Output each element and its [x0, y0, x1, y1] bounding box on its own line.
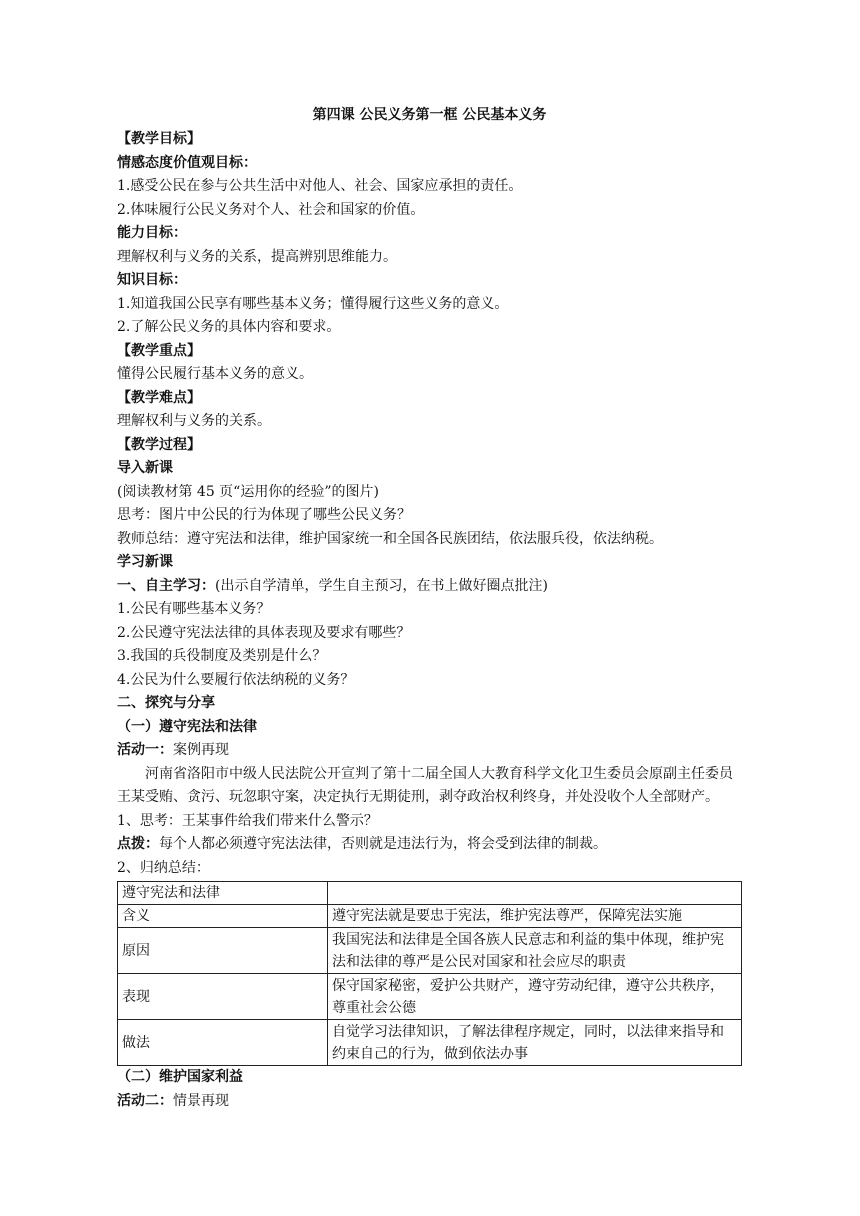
text-line	[117, 739, 742, 763]
table-cell: 自觉学习法律知识，了解法律程序规定，同时，以法律来指导和约束自己的行为，做到依法办事	[328, 1020, 742, 1066]
line-text: (阅读教材第 45 页“运用你的经验”的图片)	[117, 483, 379, 500]
bold-label: 导入新课	[117, 460, 173, 476]
text-line	[117, 692, 742, 716]
line-text: 案例再现	[173, 742, 229, 758]
body-lines	[117, 128, 742, 763]
line-text: 2.体味履行公民义务对个人、社会和国家的价值。	[117, 201, 425, 218]
text-line	[117, 457, 742, 481]
table-cell: 我国宪法和法律是全国各族人民意志和利益的集中体现，维护宪法和法律的尊严是公民对国家和社会应尽的职责	[328, 928, 742, 974]
tail-lines	[117, 1066, 742, 1113]
line-text: 3.我国的兵役制度及类别是什么？	[117, 648, 327, 664]
text-line	[117, 340, 742, 364]
text-line	[117, 316, 742, 340]
table-row	[118, 1020, 742, 1066]
text-line	[117, 246, 742, 270]
text-line	[117, 1090, 742, 1114]
table-cell: 含义	[118, 905, 328, 928]
line-text: 1.公民有哪些基本义务？	[117, 601, 271, 617]
text-line	[117, 504, 742, 528]
after-lines	[117, 810, 742, 881]
text-line	[117, 810, 742, 834]
bold-label: （二）维护国家利益	[117, 1069, 243, 1085]
bold-label: 情感态度价值观目标：	[117, 154, 257, 171]
bold-label: 知识目标：	[117, 272, 187, 288]
text-line	[117, 222, 742, 246]
text-line	[117, 598, 742, 622]
text-line	[117, 175, 742, 199]
bold-label: 【教学难点】	[117, 389, 201, 406]
bold-label: 【教学过程】	[117, 436, 201, 453]
text-line	[117, 575, 742, 599]
text-line	[117, 128, 742, 152]
text-line	[117, 481, 742, 505]
table-cell: 保守国家秘密，爱护公共财产，遵守劳动纪律，遵守公共秩序，尊重社会公德	[328, 974, 742, 1020]
table-row	[118, 928, 742, 974]
text-line	[117, 269, 742, 293]
table-cell	[328, 882, 742, 905]
table-cell: 表现	[118, 974, 328, 1020]
line-text: 懂得公民履行基本义务的意义。	[117, 366, 313, 382]
table-row	[118, 905, 742, 928]
text-line	[117, 410, 742, 434]
text-line	[117, 716, 742, 740]
bold-label: 点拨：	[117, 836, 159, 852]
bold-label: 【教学重点】	[117, 342, 201, 359]
text-line	[117, 528, 742, 552]
text-line	[117, 622, 742, 646]
bold-label: 活动一：	[117, 742, 173, 758]
text-line	[117, 857, 742, 881]
summary-table	[117, 881, 742, 1066]
line-text: 2.了解公民义务的具体内容和要求。	[117, 319, 341, 335]
table-cell: 做法	[118, 1020, 328, 1066]
line-text: 情景再现	[173, 1092, 229, 1109]
text-line	[117, 1066, 742, 1090]
table-header-row	[118, 882, 742, 905]
case-paragraph: 河南省洛阳市中级人民法院公开宣判了第十二届全国人大教育科学文化卫生委员会原副主任委员王某受贿、贪污、玩忽职守案，决定执行无期徒刑，剥夺政治权利终身，并处没收个人全部财产。	[117, 765, 733, 805]
page-title: 第四课 公民义务第一框 公民基本义务	[312, 107, 547, 123]
text-line	[117, 199, 742, 223]
text-line	[117, 293, 742, 317]
bold-label: 二、探究与分享	[117, 695, 215, 711]
text-line	[117, 551, 742, 575]
line-text: 理解权利与义务的关系。	[117, 413, 271, 429]
text-line	[117, 669, 742, 693]
line-text: 2.公民遵守宪法法律的具体表现及要求有哪些？	[117, 624, 411, 641]
text-line	[117, 833, 742, 857]
bold-label: 【教学目标】	[117, 131, 201, 147]
line-text: 1.知道我国公民享有哪些基本义务；懂得履行这些义务的意义。	[117, 295, 509, 312]
line-text: 1.感受公民在参与公共生活中对他人、社会、国家应承担的责任。	[117, 178, 523, 194]
text-line	[117, 387, 742, 411]
table-cell: 遵守宪法和法律	[118, 882, 328, 905]
bold-label: （一）遵守宪法和法律	[117, 718, 257, 735]
line-text: 理解权利与义务的关系，提高辨别思维能力。	[117, 248, 397, 265]
line-text: 教师总结：遵守宪法和法律，维护国家统一和全国各民族团结，依法服兵役，依法纳税。	[117, 530, 663, 547]
bold-label: 一、自主学习：	[117, 577, 215, 594]
bold-label: 学习新课	[117, 554, 173, 570]
table-row	[118, 974, 742, 1020]
table-cell: 遵守宪法就是要忠于宪法，维护宪法尊严，保障宪法实施	[328, 905, 742, 928]
line-text: 2、归纳总结：	[117, 859, 210, 876]
bold-label: 活动二：	[117, 1092, 173, 1109]
text-line	[117, 434, 742, 458]
text-line	[117, 152, 742, 176]
bold-label: 能力目标：	[117, 225, 187, 241]
line-text: 思考：图片中公民的行为体现了哪些公民义务？	[117, 507, 411, 523]
line-text: (出示自学清单，学生自主预习，在书上做好圈点批注)	[215, 577, 548, 594]
line-text: 4.公民为什么要履行依法纳税的义务？	[117, 671, 355, 688]
document-page	[117, 102, 742, 1113]
text-line	[117, 645, 742, 669]
line-text: 1、思考：王某事件给我们带来什么警示？	[117, 812, 378, 829]
text-line	[117, 363, 742, 387]
line-text: 每个人都必须遵守宪法法律，否则就是违法行为，将会受到法律的制裁。	[159, 836, 607, 852]
table-cell: 原因	[118, 928, 328, 974]
